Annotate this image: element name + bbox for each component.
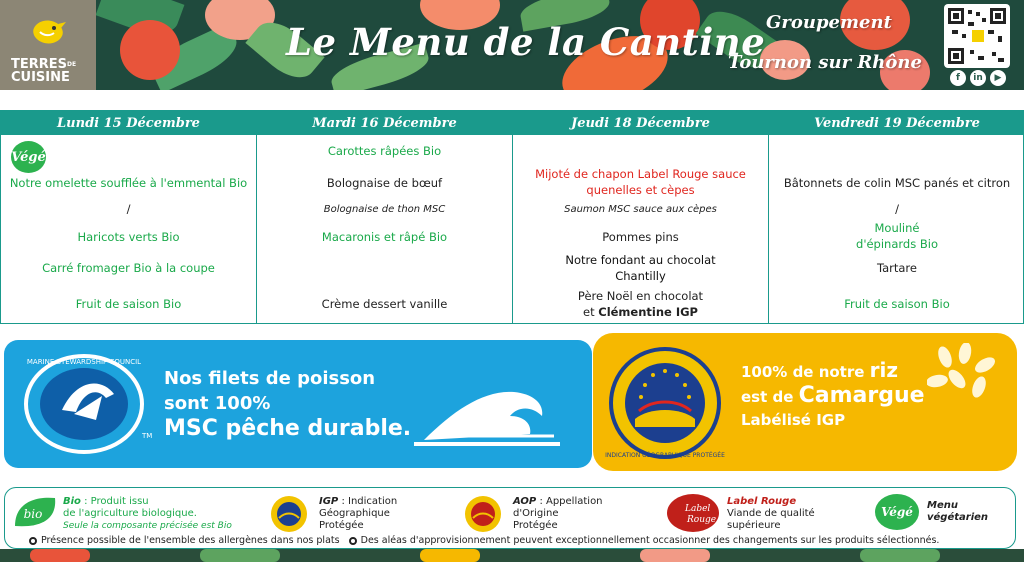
msc-logo-icon	[22, 350, 152, 458]
msc-line: Nos filets de poisson	[164, 368, 376, 389]
legend-title: végétarien	[927, 512, 989, 523]
menu-item: Carré fromager Bio à la coupe	[42, 261, 215, 275]
legend-desc: : Appellation	[536, 496, 603, 507]
menu-item-alternative: Saumon MSC sauce aux cèpes	[564, 204, 717, 215]
label-rouge-badge-text: Label	[685, 504, 711, 514]
day-header: Mardi 16 Décembre	[257, 111, 512, 135]
label-rouge-badge-text: Rouge	[687, 515, 717, 525]
igp-line	[741, 384, 925, 409]
aop-label-icon	[461, 494, 505, 534]
igp-seal-text: INDICATION GÉOGRAPHIQUE PROTÉGÉE	[605, 452, 725, 459]
bird-icon	[28, 14, 68, 50]
igp-line: Labélisé IGP	[741, 411, 846, 429]
legend-vege	[927, 500, 988, 524]
brand-logo[interactable]	[0, 0, 96, 90]
legend-desc: Protégée	[319, 520, 364, 531]
menu-item	[769, 220, 1024, 252]
menu-item: Macaronis et râpé Bio	[321, 230, 448, 244]
bio-badge-text: bio	[23, 507, 43, 521]
menu-item: Mijoté de chapon Label Rouge sauce quenelles et cèpes	[535, 167, 746, 197]
bullet-icon	[349, 537, 357, 545]
rice-grain-icon	[927, 343, 997, 399]
day-column-tuesday	[257, 111, 513, 323]
legend-label-rouge	[727, 496, 815, 532]
menu-item-text: Père Noël en chocolat	[577, 289, 704, 303]
qr-code-icon	[948, 8, 1006, 64]
menu-item: Bolognaise de bœuf	[326, 176, 443, 190]
legend-notes	[29, 535, 939, 546]
day-header: Vendredi 19 Décembre	[769, 111, 1024, 135]
legend-bio	[63, 496, 232, 532]
legend-igp	[319, 496, 397, 532]
qr-code[interactable]	[944, 4, 1010, 68]
msc-trademark: TM	[142, 432, 152, 440]
legend-title: Label Rouge	[727, 496, 797, 507]
wave-icon	[414, 370, 564, 450]
igp-highlight: riz	[869, 358, 899, 382]
legend-desc: Protégée	[513, 520, 558, 531]
msc-line: sont 100%	[164, 393, 271, 414]
footer-decor-shape	[420, 549, 480, 562]
igp-message	[741, 359, 925, 432]
igp-label-icon	[267, 494, 311, 534]
menu-separator: /	[126, 202, 131, 216]
footer-decor-shape	[640, 549, 710, 562]
group-title: Groupement	[766, 12, 892, 33]
legend-title: IGP	[319, 496, 339, 507]
menu-item-text: et	[583, 305, 595, 319]
bio-leaf-icon	[11, 494, 59, 530]
social-links	[950, 70, 1006, 86]
legend-desc: : Produit issu	[80, 496, 149, 507]
legend-title: AOP	[513, 496, 537, 507]
day-header: Jeudi 18 Décembre	[513, 111, 768, 135]
legend-desc: : Indication	[338, 496, 398, 507]
menu-item-text: Mouliné	[874, 221, 920, 235]
footer-decor-shape	[30, 549, 90, 562]
bullet-icon	[29, 537, 37, 545]
menu-item: Carottes râpées Bio	[327, 144, 442, 158]
menu-item: Fruit de saison Bio	[75, 297, 182, 311]
footer-decoration	[0, 549, 1024, 562]
day-column-monday	[1, 111, 257, 323]
menu-item: Tartare	[876, 261, 917, 275]
menu-item: Bâtonnets de colin MSC panés et citron	[783, 176, 1011, 190]
allergen-note: Présence possible de l'ensemble des allergènes dans nos plats	[41, 535, 340, 546]
menu-item: Fruit de saison Bio	[844, 297, 950, 311]
legend-desc: supérieure	[727, 520, 781, 531]
legend-box	[4, 487, 1016, 549]
facebook-icon[interactable]: f	[950, 70, 966, 86]
menu-item: Pommes pins	[602, 230, 679, 244]
group-location: Tournon sur Rhône	[728, 52, 922, 73]
linkedin-icon[interactable]: in	[970, 70, 986, 86]
vege-badge: Végé	[11, 141, 46, 173]
menu-item: Haricots verts Bio	[77, 230, 180, 244]
msc-message	[164, 366, 411, 441]
legend-aop	[513, 496, 603, 532]
legend-desc: Géographique	[319, 508, 390, 519]
menu-separator: /	[895, 202, 899, 216]
msc-logo-text: MARINE STEWARDSHIP COUNCIL	[26, 358, 142, 366]
label-rouge-icon	[665, 492, 721, 534]
page-title: Le Menu de la Cantine	[286, 20, 766, 64]
tomato-decor	[120, 20, 180, 80]
msc-line: MSC pêche durable.	[164, 416, 412, 441]
igp-line-text: 100% de notre	[741, 363, 865, 381]
day-column-thursday	[513, 111, 769, 323]
msc-banner	[4, 340, 592, 468]
brand-name: $TERRES^{DE}$ CUISINE	[11, 57, 77, 85]
menu-item: Notre fondant au chocolat Chantilly	[565, 253, 716, 283]
legend-desc: de l'agriculture biologique.	[63, 508, 197, 519]
legend-desc: d'Origine	[513, 508, 559, 519]
menu-item-text: Clémentine IGP	[598, 305, 698, 319]
menu-item-alternative: Bolognaise de thon MSC	[323, 204, 446, 215]
menu-item: Notre omelette soufflée à l'emmental Bio	[9, 176, 248, 190]
youtube-icon[interactable]: ▶	[990, 70, 1006, 86]
menu-item: Crème dessert vanille	[321, 297, 448, 311]
igp-seal-icon	[605, 345, 725, 461]
legend-note: Seule la composante précisée est Bio	[63, 521, 232, 531]
igp-line	[741, 359, 925, 384]
footer-decor-shape	[200, 549, 280, 562]
igp-line-text: est de	[741, 388, 794, 406]
supply-note: Des aléas d'approvisionnement peuvent exceptionnellement occasionner des changements sur les produits sélectionnés.	[360, 535, 940, 546]
legend-desc: Viande de qualité	[727, 508, 815, 519]
day-column-friday	[769, 111, 1024, 323]
igp-highlight: Camargue	[798, 383, 925, 408]
header-banner	[0, 0, 1024, 90]
menu-item	[513, 288, 768, 320]
vege-badge: Végé	[875, 494, 919, 530]
day-header: Lundi 15 Décembre	[1, 111, 256, 135]
menu-item-text: d'épinards Bio	[856, 237, 938, 251]
weekly-menu-table	[0, 110, 1024, 324]
legend-title: Menu	[927, 500, 958, 511]
footer-decor-shape	[860, 549, 940, 562]
legend-title: Bio	[63, 496, 81, 507]
igp-banner	[593, 333, 1017, 471]
